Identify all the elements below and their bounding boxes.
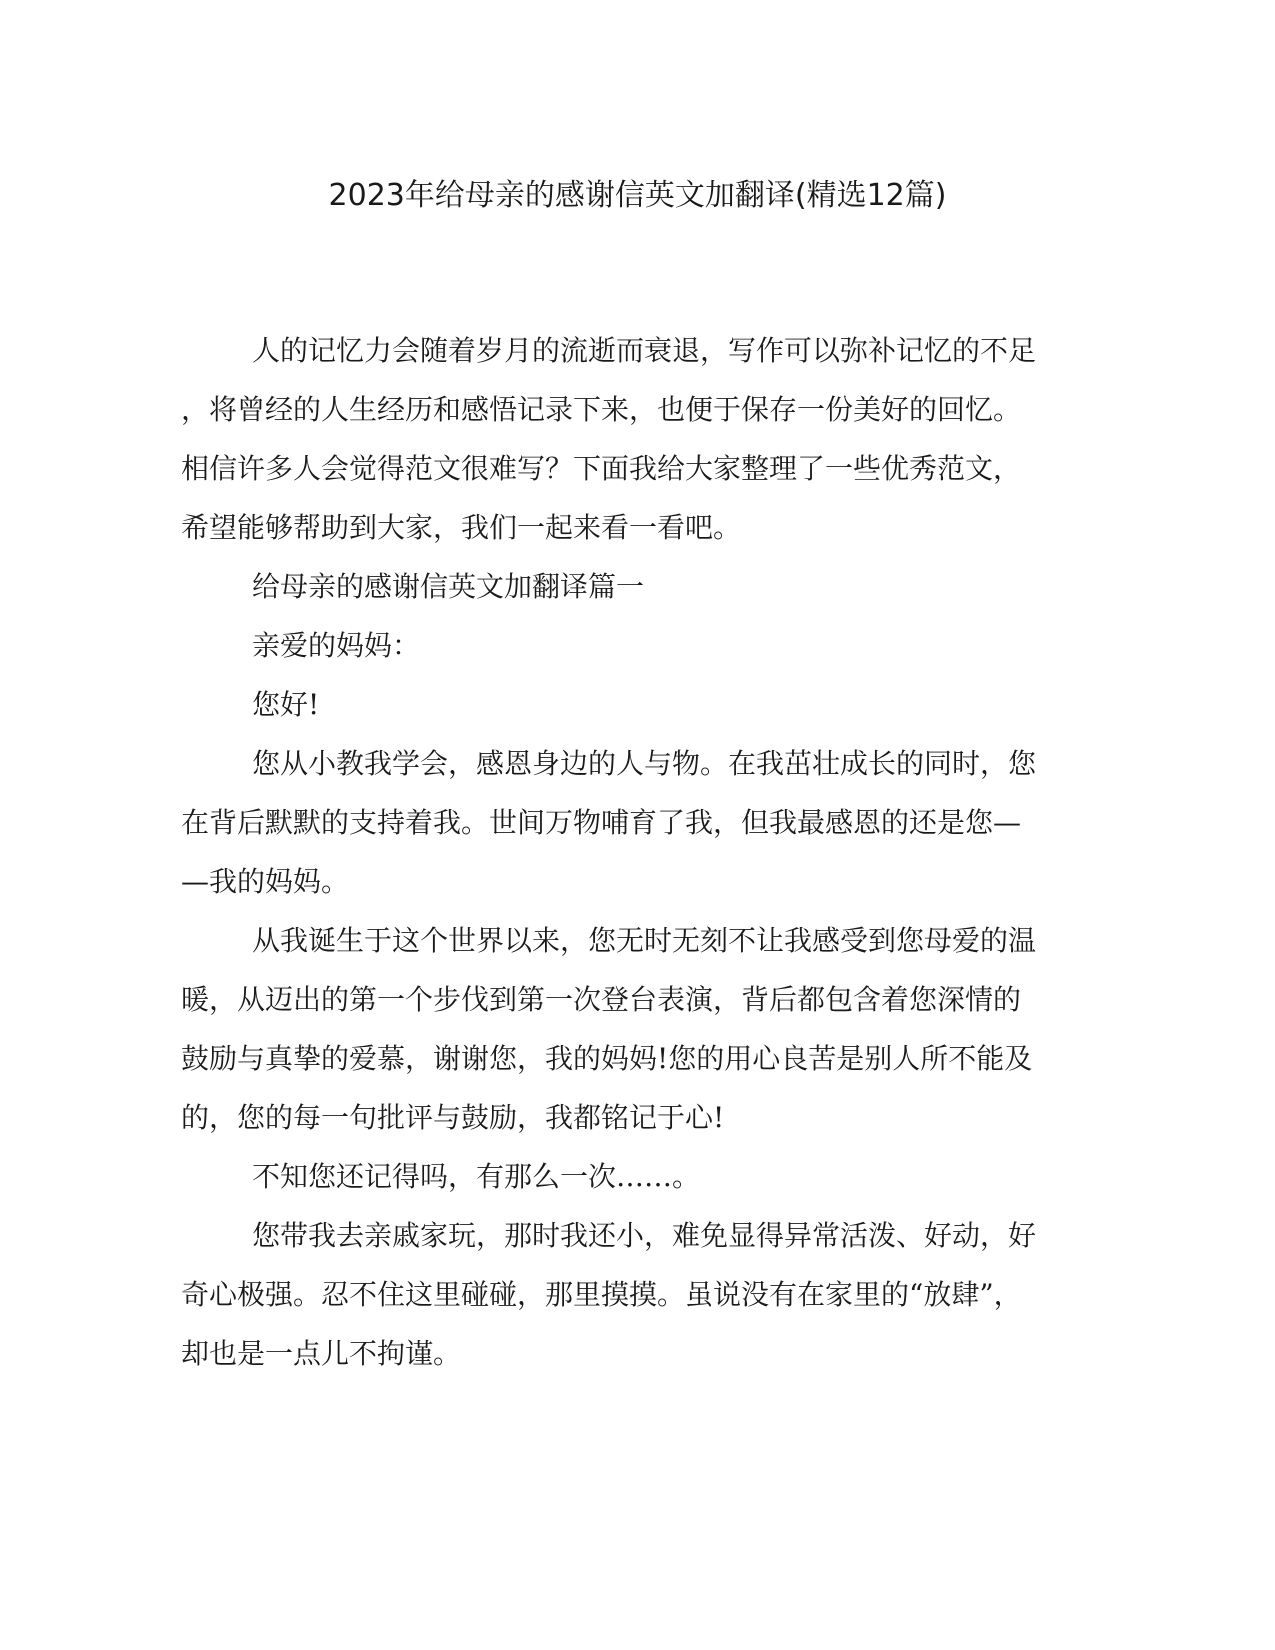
greeting: 您好!	[252, 688, 320, 721]
paragraph-line: 相信许多人会觉得范文很难写？下面我给大家整理了一些优秀范文，	[181, 452, 1022, 485]
paragraph-line: ，将曾经的人生经历和感悟记录下来，也便于保存一份美好的回忆。	[181, 393, 1022, 426]
document-body	[181, 329, 1051, 1391]
paragraph-line: 从我诞生于这个世界以来，您无时无刻不让我感受到您母爱的温	[252, 924, 1037, 957]
paragraph-line: 您从小教我学会，感恩身边的人与物。在我茁壮成长的同时，您	[252, 747, 1037, 780]
document-title: 2023年给母亲的感谢信英文加翻译(精选12篇)	[328, 178, 947, 213]
paragraph-line: 人的记忆力会随着岁月的流逝而衰退，写作可以弥补记忆的不足	[252, 334, 1037, 367]
paragraph-line: —我的妈妈。	[181, 865, 350, 898]
paragraph-line: 希望能够帮助到大家，我们一起来看一看吧。	[181, 511, 742, 544]
paragraph-line: 暖，从迈出的第一个步伐到第一次登台表演，背后都包含着您深情的	[181, 983, 1022, 1016]
paragraph-line: 鼓励与真挚的爱慕，谢谢您，我的妈妈!您的用心良苦是别人所不能及	[181, 1042, 1033, 1075]
paragraph-line: 奇心极强。忍不住这里碰碰，那里摸摸。虽说没有在家里的“放肆”，	[181, 1278, 1022, 1311]
paragraph-line: 却也是一点儿不拘谨。	[181, 1337, 462, 1370]
salutation: 亲爱的妈妈：	[252, 629, 421, 662]
section-heading: 给母亲的感谢信英文加翻译篇一	[252, 570, 645, 603]
paragraph-line: 不知您还记得吗，有那么一次……。	[252, 1160, 701, 1193]
paragraph-line: 在背后默默的支持着我。世间万物哺育了我，但我最感恩的还是您—	[181, 806, 1022, 839]
paragraph-line: 您带我去亲戚家玩，那时我还小，难免显得异常活泼、好动，好	[252, 1219, 1037, 1252]
paragraph-line: 的，您的每一句批评与鼓励，我都铭记于心!	[181, 1101, 725, 1134]
